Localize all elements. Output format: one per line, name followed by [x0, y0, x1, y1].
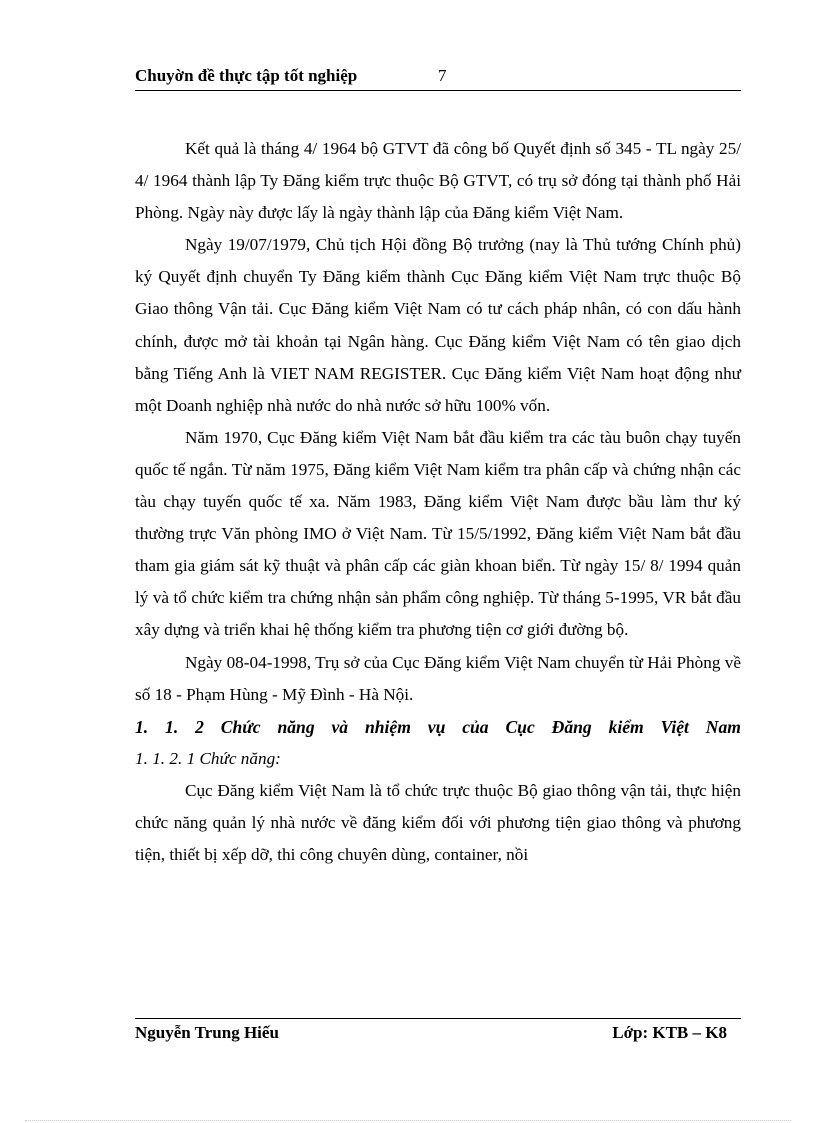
class-label: Lớp: KTB – K8 — [612, 1023, 727, 1042]
page-number: 7 — [438, 66, 447, 85]
page-footer — [135, 1018, 741, 1049]
author-name: Nguyễn Trung Hiếu — [135, 1023, 279, 1042]
paragraph-history: Năm 1970, Cục Đăng kiểm Việt Nam bắt đầu kiểm tra các tàu buôn chạy tuyến quốc tế ngắn. Từ năm 1975, Đăng kiểm Việt Nam kiểm tra phân cấp và chứng nhận các tàu chạy tuyến quốc tế xa. Năm 1983, Đăng kiểm Việt Nam được bầu làm thư ký thường trực Văn phòng IMO ở Việt Nam. Từ 15/5/1992, Đăng kiểm Việt Nam bắt đầu tham gia giám sát kỹ thuật và phân cấp các giàn khoan biển. Từ ngày 15/ 8/ 1994 quản lý và tổ chức kiểm tra chứng nhận sản phẩm công nghiệp. Từ tháng 5-1995, VR bắt đầu xây dựng và triển khai hệ thống kiểm tra phương tiện cơ giới đường bộ. — [135, 427, 741, 640]
paragraph-founding: Kết quả là tháng 4/ 1964 bộ GTVT đã công bố Quyết định số 345 - TL ngày 25/ 4/ 1964 thành lập Ty Đăng kiểm trực thuộc Bộ GTVT, có trụ sở đóng tại thành phố Hải Phòng. Ngày này được lấy là ngày thành lập của Đăng kiểm Việt Nam. — [135, 139, 741, 223]
paragraph-department: Ngày 19/07/1979, Chủ tịch Hội đồng Bộ trưởng (nay là Thủ tướng Chính phủ) ký Quyết định chuyển Ty Đăng kiểm thành Cục Đăng kiểm Việt Nam trực thuộc Bộ Giao thông Vận tải. Cục Đăng kiểm Việt Nam có tư cách pháp nhân, có con dấu hành chính, được mở tài khoản tại Ngân hàng. Cục Đăng kiểm Việt Nam có tên giao dịch bằng Tiếng Anh là VIET NAM REGISTER. Cục Đăng kiểm Việt Nam hoạt động như một Doanh nghiệp nhà nước do nhà nước sở hữu 100% vốn. — [135, 235, 741, 415]
page-header — [135, 64, 741, 91]
document-title: Chuyờn đề thực tập tốt nghiệp — [135, 66, 358, 85]
paragraph-function: Cục Đăng kiểm Việt Nam là tổ chức trực thuộc Bộ giao thông vận tải, thực hiện chức năng quản lý nhà nước về đăng kiểm đối với phương tiện giao thông và phương tiện, thiết bị xếp dỡ, thi công chuyên dùng, container, nồi — [135, 780, 741, 865]
paragraph-headquarters: Ngày 08-04-1998, Trụ sở của Cục Đăng kiểm Việt Nam chuyển từ Hải Phòng về số 18 - Phạm Hùng - Mỹ Đình - Hà Nội. — [135, 652, 741, 704]
subsection-heading: 1. 1. 2. 1 Chức năng: — [135, 748, 281, 768]
section-heading: 1. 1. 2 Chức năng và nhiệm vụ của Cục Đăng kiểm Việt Nam — [135, 716, 741, 737]
document-body — [135, 133, 741, 871]
page-edge-divider — [25, 1120, 791, 1121]
